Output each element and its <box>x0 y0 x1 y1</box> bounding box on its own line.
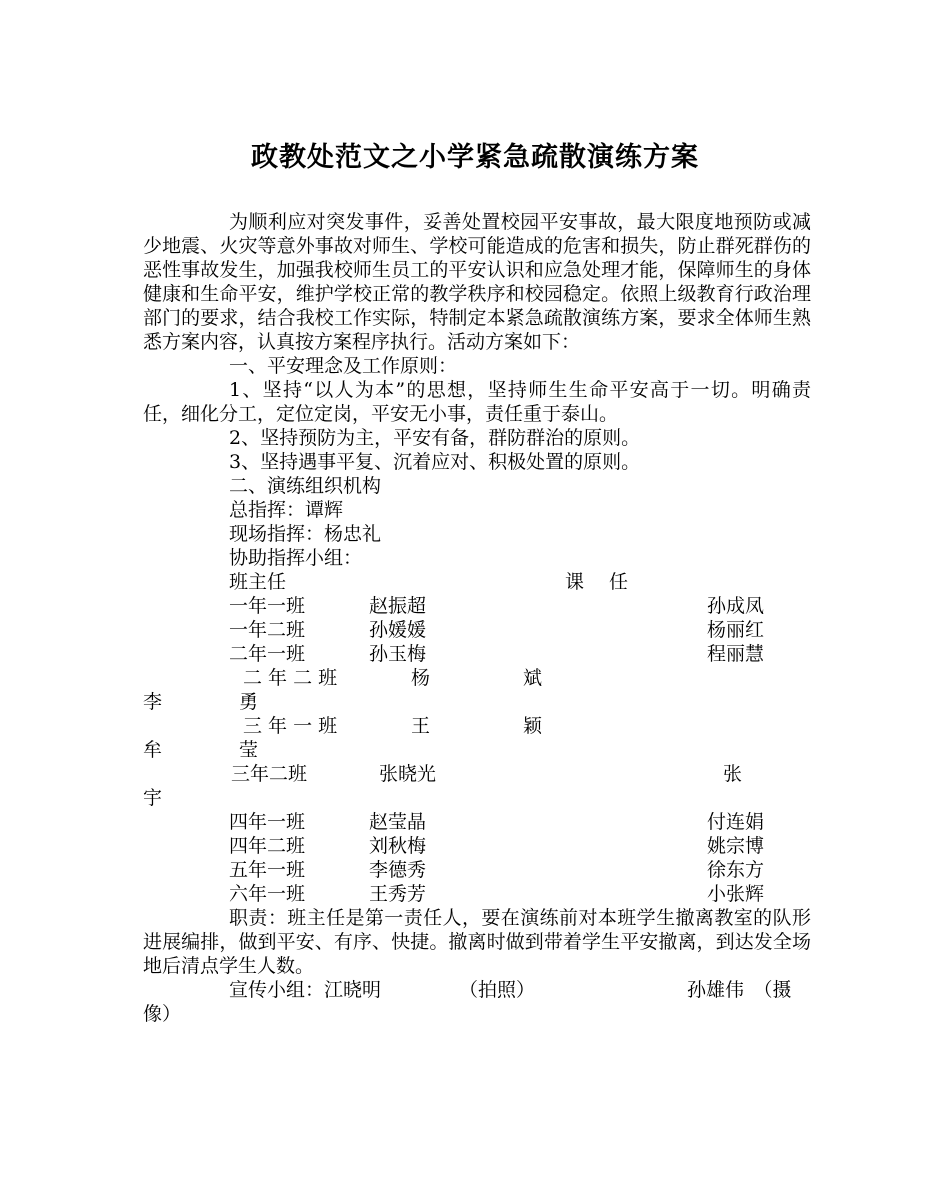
publicity-member: 孙雄伟 （摄 <box>687 979 792 1001</box>
duty-paragraph: 职责：班主任是第一责任人，要在演练前对本班学生撤离教室的队形进展编排，做到平安、有序、快捷。撤离时做到带着学生平安撤离，到达发全场地后清点学生人数。 <box>143 907 811 977</box>
table-row <box>143 666 811 690</box>
header-class-teacher: 班主任 <box>229 571 287 593</box>
head-teacher: 颖 <box>523 715 543 737</box>
head-teacher: 赵莹晶 <box>369 811 427 833</box>
table-row-wrap <box>143 738 811 762</box>
field-commander-line: 现场指挥：杨忠礼 <box>229 523 382 545</box>
table-row <box>143 834 811 858</box>
head-teacher: 孙媛媛 <box>369 619 427 641</box>
class-name: 四年一班 <box>229 811 306 833</box>
principle-3: 3、坚持遇事平复、沉着应对、积极处置的原则。 <box>229 451 641 473</box>
class-name: 六年一班 <box>229 883 306 905</box>
publicity-role: （拍照） <box>459 979 536 1001</box>
publicity-group-line <box>143 978 811 1002</box>
document-title: 政教处范文之小学紧急疏散演练方案 <box>251 142 699 173</box>
subject-teacher: 宇 <box>143 787 163 809</box>
table-row <box>143 762 811 786</box>
head-teacher: 李德秀 <box>369 859 427 881</box>
class-name: 二年一班 <box>229 643 306 665</box>
table-row <box>143 714 811 738</box>
subject-teacher: 孙成凤 <box>707 595 765 617</box>
staff-table-header <box>143 570 811 594</box>
class-name: 一年一班 <box>229 595 306 617</box>
table-row <box>143 594 811 618</box>
class-name: 四年二班 <box>229 835 306 857</box>
class-name: 五年一班 <box>229 859 306 881</box>
head-teacher: 赵振超 <box>369 595 427 617</box>
table-row-wrap <box>143 786 811 810</box>
subject-teacher: 小张辉 <box>707 883 765 905</box>
subject-teacher: 杨丽红 <box>707 619 765 641</box>
principle-2: 2、坚持预防为主，平安有备，群防群治的原则。 <box>229 427 641 449</box>
head-teacher: 张晓光 <box>379 763 437 785</box>
class-name: 一年二班 <box>229 619 306 641</box>
head-teacher: 杨 <box>411 667 431 689</box>
table-row <box>143 642 811 666</box>
class-name: 三 年 一 班 <box>243 715 338 737</box>
header-subject-teacher: 课 任 <box>565 571 629 593</box>
class-name: 三年二班 <box>231 763 308 785</box>
head-teacher: 王秀芳 <box>369 883 427 905</box>
subject-teacher: 姚宗博 <box>707 835 765 857</box>
section-heading-organization: 二、演练组织机构 <box>229 475 382 497</box>
principle-1: 1、坚持“以人为本”的思想，坚持师生生命平安高于一切。明确责任，细化分工，定位定岗，平安无小事，责任重于泰山。 <box>143 379 811 425</box>
class-name: 二 年 二 班 <box>243 667 338 689</box>
subject-teacher: 牟 <box>143 739 163 761</box>
subject-teacher: 程丽慧 <box>707 643 765 665</box>
commander-line: 总指挥：谭辉 <box>229 499 344 521</box>
table-row-wrap <box>143 690 811 714</box>
assist-group-line: 协助指挥小组： <box>229 547 363 569</box>
head-teacher: 王 <box>411 715 431 737</box>
document-body <box>143 210 811 1026</box>
table-row <box>143 810 811 834</box>
head-teacher: 斌 <box>523 667 543 689</box>
head-teacher: 孙玉梅 <box>369 643 427 665</box>
head-teacher: 刘秋梅 <box>369 835 427 857</box>
intro-paragraph: 为顺利应对突发事件，妥善处置校园平安事故，最大限度地预防或减少地震、火灾等意外事故对师生、学校可能造成的危害和损失，防止群死群伤的恶性事故发生，加强我校师生员工的平安认识和应急处理才能，保障师生的身体健康和生命平安，维护学校正常的教学秩序和校园稳定。依照上级教育行政治理部门的要求，结合我校工作实际，特制定本紧急疏散演练方案，要求全体师生熟悉方案内容，认真按方案程序执行。活动方案如下： <box>143 211 811 353</box>
publicity-member: 宣传小组：江晓明 <box>229 979 382 1001</box>
table-row <box>143 858 811 882</box>
section-heading-principles: 一、平安理念及工作原则： <box>229 355 458 377</box>
table-row <box>143 618 811 642</box>
publicity-role: 像） <box>143 1003 182 1025</box>
table-row <box>143 882 811 906</box>
subject-teacher: 徐东方 <box>707 859 765 881</box>
subject-teacher: 付连娟 <box>707 811 765 833</box>
subject-teacher: 李 <box>143 691 163 713</box>
subject-teacher: 莹 <box>239 739 259 761</box>
subject-teacher: 张 <box>723 763 743 785</box>
subject-teacher: 勇 <box>239 691 259 713</box>
publicity-group-line-wrap <box>143 1002 811 1026</box>
